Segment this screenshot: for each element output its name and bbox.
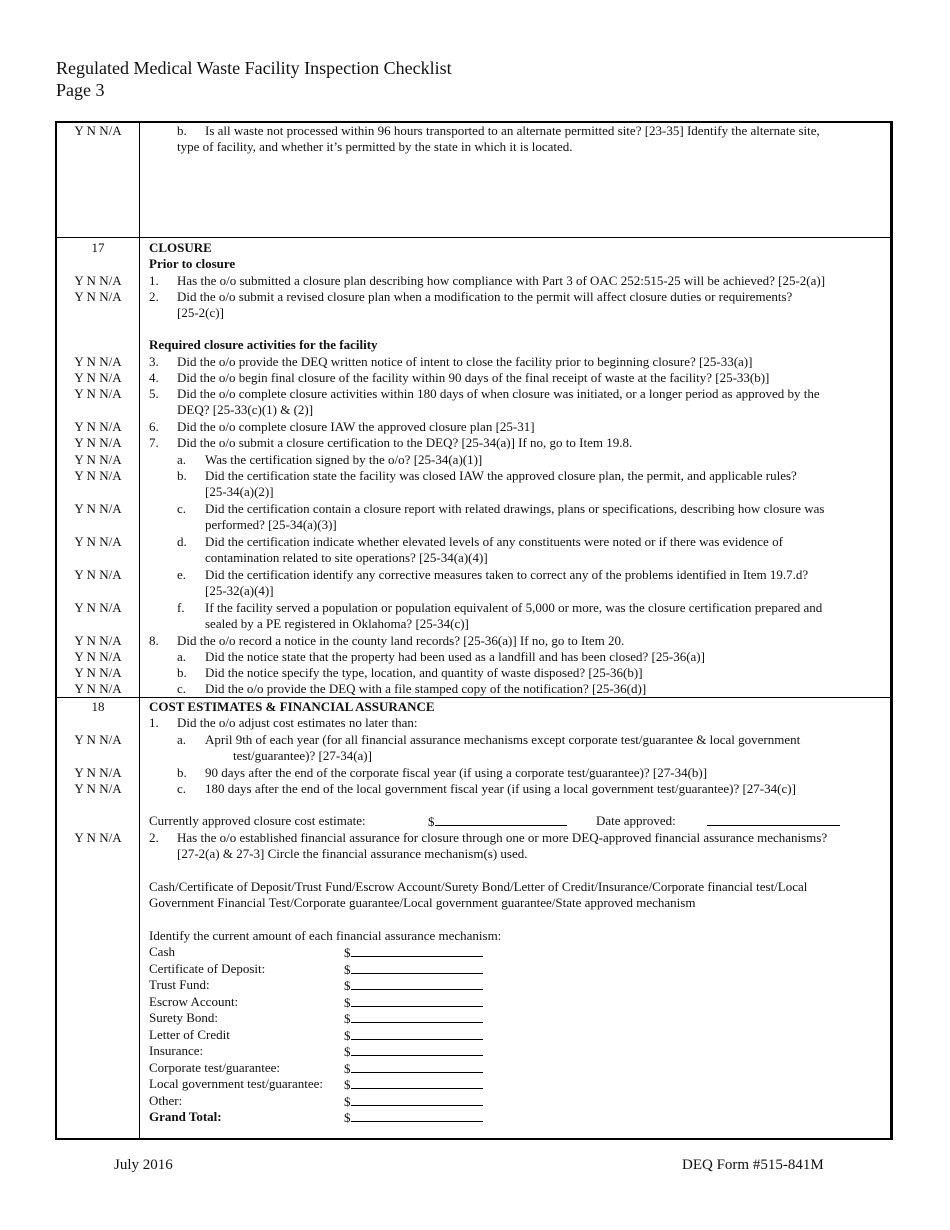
question-text: Did the certification contain a closure report with related drawings, plans or specifications, describing how closure was [205,501,825,516]
amount-label: Other: [149,1093,183,1108]
section-number: 18 [91,699,105,714]
amount-label: Trust Fund: [149,977,210,992]
dollar-sign: $ [344,1044,351,1059]
question-text: If the facility served a population or population equivalent of 5,000 or more, was the closure certification prepared and [205,600,823,615]
question-text: Did the o/o submit a closure certification to the DEQ? [25-34(a)] If no, go to Item 19.8. [177,435,633,450]
question-text: 90 days after the end of the corporate fiscal year (if using a corporate test/guarantee)? [27-34(b)] [205,765,708,780]
section-title: CLOSURE [149,240,212,255]
yn-options[interactable]: Y N N/A [74,501,122,516]
page-number: Page 3 [56,80,105,100]
row-divider [55,697,893,698]
item-marker: 2. [149,289,159,304]
page-header [56,57,452,101]
amount-label: Surety Bond: [149,1010,218,1025]
question-text: 180 days after the end of the local government fiscal year (if using a local government test/guarantee)? [27-34(c)] [205,781,796,796]
yn-options[interactable]: Y N N/A [74,452,122,467]
amount-label: Escrow Account: [149,994,239,1009]
item-marker: e. [177,567,187,582]
item-marker: a. [177,649,187,664]
amount-label: Local government test/guarantee: [149,1076,323,1091]
yn-options[interactable]: Y N N/A [74,649,122,664]
question-text: April 9th of each year (for all financial assurance mechanisms except corporate test/guarantee & local government [205,732,801,747]
item-marker: 7. [149,435,159,450]
amount-label: Certificate of Deposit: [149,961,266,976]
row-divider [55,237,893,238]
yn-options[interactable]: Y N N/A [74,468,122,483]
question-text: contamination related to site operations? [25-34(a)(4)] [205,550,488,565]
item-marker: 2. [149,830,159,845]
amount-label: Letter of Credit [149,1027,230,1042]
amount-field[interactable] [344,961,483,978]
question-text: Did the notice state that the property had been used as a landfill and has been closed? [25-36(a)] [205,649,705,664]
item-marker: 3. [149,354,159,369]
yn-options[interactable]: Y N N/A [74,354,122,369]
question-text: Did the o/o complete closure activities within 180 days of when closure was initiated, or a longer period as approved by the [177,386,820,401]
question-text: Did the o/o begin final closure of the facility within 90 days of the final receipt of waste at the facility? [25-33(b)] [177,370,770,385]
item-marker: b. [177,765,187,780]
dollar-sign: $ [344,995,351,1010]
identify-label: Identify the current amount of each financial assurance mechanism: [149,928,502,943]
yn-options[interactable]: Y N N/A [74,765,122,780]
question-text: Did the o/o record a notice in the county land records? [25-36(a)] If no, go to Item 20. [177,633,625,648]
dollar-sign: $ [344,1061,351,1076]
amount-field[interactable] [344,1010,483,1027]
question-text: [27-2(a) & 27-3] Circle the financial assurance mechanism(s) used. [177,846,528,861]
amount-field[interactable] [344,1093,483,1110]
dollar-sign: $ [344,1011,351,1026]
dollar-sign: $ [344,1110,351,1125]
grand-total-field[interactable] [344,1109,483,1126]
estimate-label: Currently approved closure cost estimate: [149,813,366,828]
dollar-sign: $ [344,978,351,993]
subheading: Required closure activities for the facility [149,337,378,352]
section-title: COST ESTIMATES & FINANCIAL ASSURANCE [149,699,435,714]
dollar-sign: $ [428,814,435,829]
amount-field[interactable] [344,977,483,994]
yn-options[interactable]: Y N N/A [74,273,122,288]
item-marker: c. [177,501,187,516]
question-text: Did the o/o adjust cost estimates no later than: [177,715,418,730]
question-text: type of facility, and whether it’s permitted by the state in which it is located. [177,139,573,154]
item-marker: f. [177,600,185,615]
mechanism-options[interactable]: Government Financial Test/Corporate guarantee/Local government guarantee/State approved mechanism [149,895,696,910]
dollar-sign: $ [344,962,351,977]
estimate-field[interactable] [428,813,567,830]
dollar-sign: $ [344,1077,351,1092]
question-text: Did the certification state the facility was closed IAW the approved closure plan, the permit, and applicable rules? [205,468,797,483]
question-text: Did the o/o complete closure IAW the approved closure plan [25-31] [177,419,535,434]
question-text: sealed by a PE registered in Oklahoma? [25-34(c)] [205,616,469,631]
yn-options[interactable]: Y N N/A [74,681,122,696]
amount-field[interactable] [344,944,483,961]
item-marker: 1. [149,273,159,288]
yn-options[interactable]: Y N N/A [74,534,122,549]
item-marker: c. [177,681,187,696]
item-marker: a. [177,452,187,467]
date-approved-label: Date approved: [596,813,676,828]
question-text: Did the o/o provide the DEQ written notice of intent to close the facility prior to beginning closure? [25-33(a)] [177,354,753,369]
item-marker: d. [177,534,187,549]
item-marker: b. [177,468,187,483]
question-text: Did the certification identify any corrective measures taken to correct any of the problems identified in Item 19.7.d? [205,567,809,582]
amount-field[interactable] [344,994,483,1011]
question-text: Is all waste not processed within 96 hours transported to an alternate permitted site? [23-35] Identify the alternate site, [205,123,820,138]
item-marker: b. [177,665,187,680]
item-marker: 4. [149,370,159,385]
footer-date: July 2016 [114,1157,173,1173]
item-marker: c. [177,781,187,796]
yn-options[interactable]: Y N N/A [74,123,122,138]
dollar-sign: $ [344,1028,351,1043]
amount-field[interactable] [344,1027,483,1044]
yn-options[interactable]: Y N N/A [74,435,122,450]
amount-label: Cash [149,944,175,959]
question-text: test/guarantee)? [27-34(a)] [233,748,372,763]
question-text: Did the o/o submit a revised closure plan when a modification to the permit will affect closure duties or requirements? [177,289,793,304]
question-text: Did the certification indicate whether elevated levels of any constituents were noted or if there was evidence of [205,534,783,549]
yn-options[interactable]: Y N N/A [74,781,122,796]
item-marker: 5. [149,386,159,401]
question-text: performed? [25-34(a)(3)] [205,517,337,532]
item-marker: 8. [149,633,159,648]
yn-options[interactable]: Y N N/A [74,289,122,304]
item-marker: a. [177,732,187,747]
question-text: Did the o/o provide the DEQ with a file stamped copy of the notification? [25-36(d)] [205,681,647,696]
question-text: [25-2(c)] [177,305,224,320]
item-marker: 1. [149,715,159,730]
amount-field[interactable] [344,1043,483,1060]
amount-field[interactable] [344,1060,483,1077]
question-text: Was the certification signed by the o/o? [25-34(a)(1)] [205,452,483,467]
footer-form-number: DEQ Form #515-841M [682,1157,824,1173]
item-marker: b. [177,123,187,138]
subheading: Prior to closure [149,256,236,271]
amount-field[interactable] [344,1076,483,1093]
yn-options[interactable]: Y N N/A [74,600,122,615]
grand-total-label: Grand Total: [149,1109,222,1124]
dollar-sign: $ [344,1094,351,1109]
question-text: Has the o/o submitted a closure plan describing how compliance with Part 3 of OAC 252:515-25 will be achieved? [25-2(a)] [177,273,826,288]
question-text: DEQ? [25-33(c)(1) & (2)] [177,402,314,417]
yn-options[interactable]: Y N N/A [74,830,122,845]
question-text: Did the notice specify the type, location, and quantity of waste disposed? [25-36(b)] [205,665,643,680]
mechanism-options[interactable]: Cash/Certificate of Deposit/Trust Fund/Escrow Account/Surety Bond/Letter of Credit/Insurance/Corporate financial test/Local [149,879,808,894]
amount-label: Insurance: [149,1043,204,1058]
yn-options[interactable]: Y N N/A [74,633,122,648]
question-text: Has the o/o established financial assurance for closure through one or more DEQ-approved financial assurance mechanisms? [177,830,828,845]
item-marker: 6. [149,419,159,434]
document-title: Regulated Medical Waste Facility Inspection Checklist [56,58,452,78]
yn-options[interactable]: Y N N/A [74,419,122,434]
amount-label: Corporate test/guarantee: [149,1060,281,1075]
question-text: [25-34(a)(2)] [205,484,274,499]
yn-options[interactable]: Y N N/A [74,567,122,582]
yn-options[interactable]: Y N N/A [74,386,122,401]
question-text: [25-32(a)(4)] [205,583,274,598]
yn-options[interactable]: Y N N/A [74,370,122,385]
yn-options[interactable]: Y N N/A [74,665,122,680]
dollar-sign: $ [344,945,351,960]
date-approved-field[interactable] [707,813,840,830]
yn-options[interactable]: Y N N/A [74,732,122,747]
section-number: 17 [91,240,105,255]
